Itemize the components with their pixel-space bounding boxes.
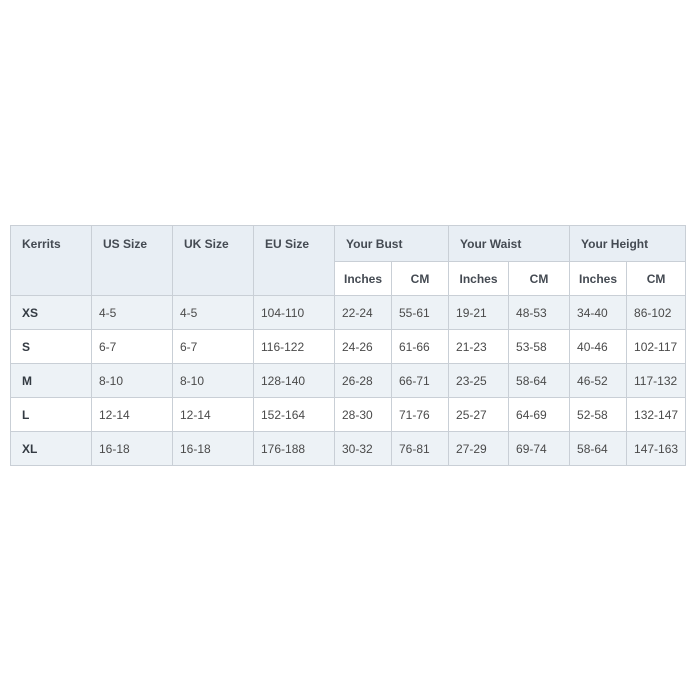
waist-inches-cell: 25-27 <box>449 398 509 432</box>
height-cm-header: CM <box>627 262 686 296</box>
bust-inches-cell: 30-32 <box>335 432 392 466</box>
table-row <box>11 432 686 466</box>
table-row <box>11 330 686 364</box>
waist-cm-header: CM <box>509 262 570 296</box>
size-label: M <box>11 364 92 398</box>
table-row <box>11 364 686 398</box>
bust-header: Your Bust <box>335 226 449 262</box>
height-cm-cell: 86-102 <box>627 296 686 330</box>
height-cm-cell: 102-117 <box>627 330 686 364</box>
bust-cm-cell: 76-81 <box>392 432 449 466</box>
header-row <box>11 226 686 262</box>
bust-cm-cell: 55-61 <box>392 296 449 330</box>
bust-cm-cell: 61-66 <box>392 330 449 364</box>
bust-inches-header: Inches <box>335 262 392 296</box>
waist-inches-header: Inches <box>449 262 509 296</box>
brand-header: Kerrits <box>11 226 92 296</box>
bust-inches-cell: 28-30 <box>335 398 392 432</box>
waist-cm-cell: 53-58 <box>509 330 570 364</box>
eu-size-cell: 176-188 <box>254 432 335 466</box>
waist-cm-cell: 69-74 <box>509 432 570 466</box>
height-inches-cell: 40-46 <box>570 330 627 364</box>
size-label: S <box>11 330 92 364</box>
eu-size-cell: 128-140 <box>254 364 335 398</box>
waist-cm-cell: 64-69 <box>509 398 570 432</box>
height-cm-cell: 147-163 <box>627 432 686 466</box>
uk-size-cell: 6-7 <box>173 330 254 364</box>
height-inches-cell: 34-40 <box>570 296 627 330</box>
bust-inches-cell: 26-28 <box>335 364 392 398</box>
waist-inches-cell: 21-23 <box>449 330 509 364</box>
height-header: Your Height <box>570 226 686 262</box>
height-inches-cell: 46-52 <box>570 364 627 398</box>
waist-inches-cell: 27-29 <box>449 432 509 466</box>
waist-inches-cell: 23-25 <box>449 364 509 398</box>
us-size-cell: 6-7 <box>92 330 173 364</box>
size-label: XS <box>11 296 92 330</box>
uk-size-cell: 4-5 <box>173 296 254 330</box>
us-size-cell: 12-14 <box>92 398 173 432</box>
height-cm-cell: 132-147 <box>627 398 686 432</box>
table-row <box>11 398 686 432</box>
waist-cm-cell: 58-64 <box>509 364 570 398</box>
waist-inches-cell: 19-21 <box>449 296 509 330</box>
eu-size-header: EU Size <box>254 226 335 296</box>
waist-header: Your Waist <box>449 226 570 262</box>
eu-size-cell: 104-110 <box>254 296 335 330</box>
us-size-cell: 8-10 <box>92 364 173 398</box>
height-cm-cell: 117-132 <box>627 364 686 398</box>
uk-size-cell: 12-14 <box>173 398 254 432</box>
bust-inches-cell: 22-24 <box>335 296 392 330</box>
bust-inches-cell: 24-26 <box>335 330 392 364</box>
bust-cm-header: CM <box>392 262 449 296</box>
waist-cm-cell: 48-53 <box>509 296 570 330</box>
bust-cm-cell: 71-76 <box>392 398 449 432</box>
uk-size-cell: 8-10 <box>173 364 254 398</box>
size-label: L <box>11 398 92 432</box>
uk-size-cell: 16-18 <box>173 432 254 466</box>
size-label: XL <box>11 432 92 466</box>
us-size-cell: 16-18 <box>92 432 173 466</box>
uk-size-header: UK Size <box>173 226 254 296</box>
height-inches-cell: 52-58 <box>570 398 627 432</box>
bust-cm-cell: 66-71 <box>392 364 449 398</box>
us-size-header: US Size <box>92 226 173 296</box>
height-inches-cell: 58-64 <box>570 432 627 466</box>
size-chart-table <box>10 225 686 466</box>
eu-size-cell: 152-164 <box>254 398 335 432</box>
us-size-cell: 4-5 <box>92 296 173 330</box>
height-inches-header: Inches <box>570 262 627 296</box>
table-row <box>11 296 686 330</box>
eu-size-cell: 116-122 <box>254 330 335 364</box>
